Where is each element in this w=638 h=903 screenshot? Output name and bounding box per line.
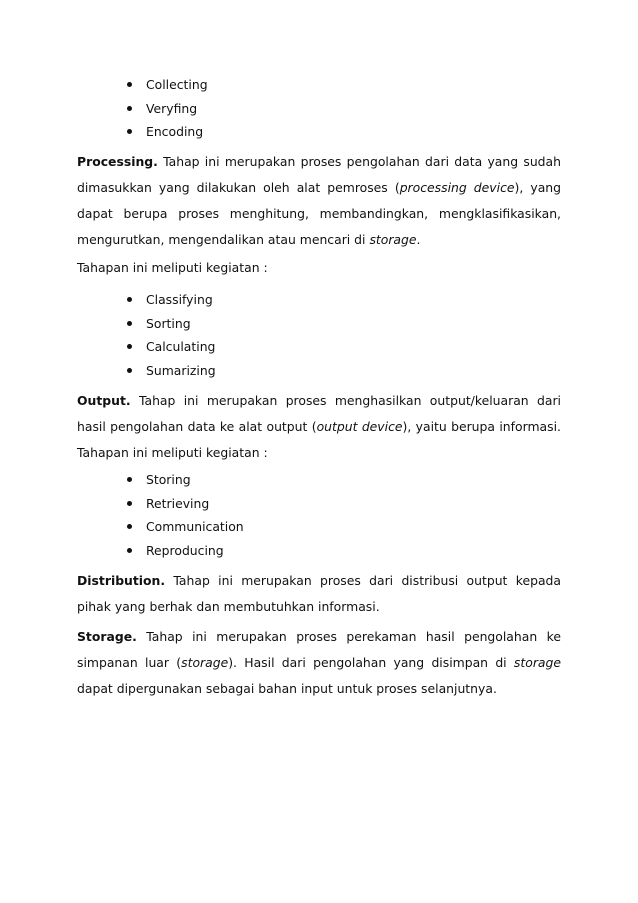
processing-paragraph (77, 149, 561, 253)
output-text-2: ), yaitu berupa informasi. Tahapan ini meliputi kegiatan : (77, 419, 561, 460)
list-item: Encoding (127, 120, 208, 144)
list-item: Communication (127, 515, 244, 539)
processing-emphasis-1: processing device (399, 180, 515, 195)
distribution-text-1: Tahap ini merupakan proses dari distribusi output kepada pihak yang berhak dan membutuhkan informasi. (77, 573, 561, 614)
processing-heading: Processing. (77, 154, 158, 169)
list-item: Reproducing (127, 539, 244, 563)
output-emphasis-1: output device (316, 419, 403, 434)
output-paragraph (77, 388, 561, 466)
list-item: Classifying (127, 288, 216, 312)
distribution-heading: Distribution. (77, 573, 166, 588)
list-item: Sumarizing (127, 359, 216, 383)
output-text-1: Tahap ini merupakan proses menghasilkan output/keluaran dari hasil pengolahan data ke alat output ( (77, 393, 561, 434)
processing-text-2: ), yang dapat berupa proses menghitung, membandingkan, mengklasifikasikan, mengurutkan, mengendalikan atau mencari di (77, 180, 562, 247)
storage-emphasis-2: storage (513, 655, 561, 670)
input-activities-list (127, 73, 208, 144)
processing-text-1: Tahap ini merupakan proses pengolahan dari data yang sudah dimasukkan yang dilakukan oleh alat pemroses ( (77, 154, 561, 195)
storage-paragraph (77, 624, 561, 702)
processing-emphasis-2: storage (369, 232, 417, 247)
list-item: Collecting (127, 73, 208, 97)
list-item: Veryfing (127, 97, 208, 121)
output-heading: Output. (77, 393, 131, 408)
list-item: Storing (127, 468, 244, 492)
storage-text-2: ). Hasil dari pengolahan yang disimpan di (228, 655, 514, 670)
list-item: Calculating (127, 335, 216, 359)
list-item: Sorting (127, 312, 216, 336)
storage-text-1: Tahap ini merupakan proses perekaman hasil pengolahan ke simpanan luar ( (77, 629, 561, 670)
storage-heading: Storage. (77, 629, 137, 644)
storage-emphasis-1: storage (181, 655, 229, 670)
processing-text-3: . (416, 232, 421, 247)
storage-text-3: dapat dipergunakan sebagai bahan input untuk proses selanjutnya. (77, 681, 497, 696)
distribution-paragraph (77, 568, 561, 620)
tahapan-line: Tahapan ini meliputi kegiatan : (77, 260, 268, 275)
processing-activities-list (127, 288, 216, 382)
list-item: Retrieving (127, 492, 244, 516)
output-activities-list (127, 468, 244, 562)
